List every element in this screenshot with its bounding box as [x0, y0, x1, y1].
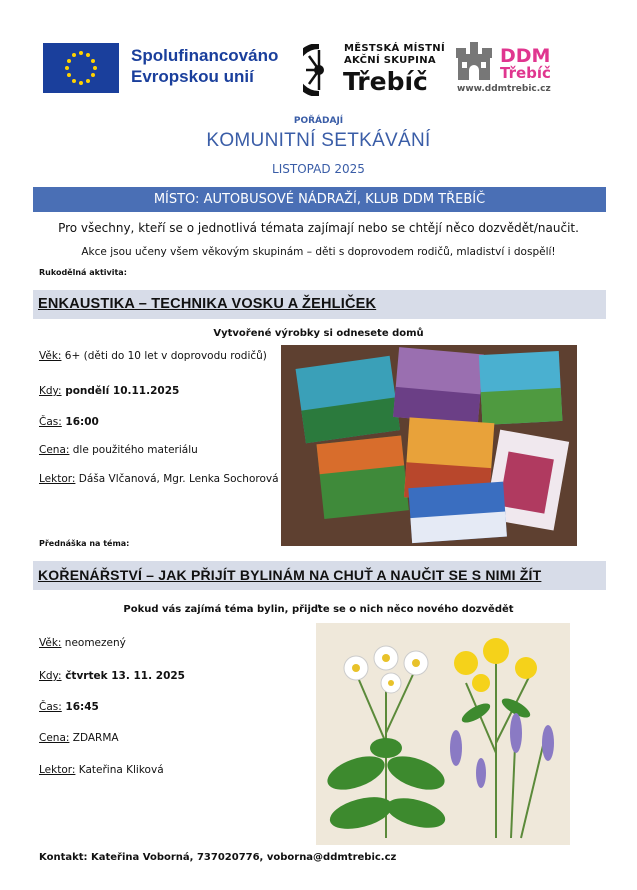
time-value: 16:00 [61, 416, 99, 428]
mas-emblem-logo [303, 44, 335, 96]
event1-price [39, 444, 198, 456]
price-value: ZDARMA [69, 732, 119, 744]
eu-line2: Evropskou unií [131, 67, 254, 86]
when-value: pondělí 10.11.2025 [61, 385, 180, 397]
lector-label: Lektor: [39, 764, 76, 776]
event2-lector [39, 764, 164, 776]
lector-label: Lektor: [39, 473, 76, 485]
herbs-illustration [316, 623, 570, 845]
when-label: Kdy: [39, 670, 62, 682]
price-value: dle použitého materiálu [69, 444, 198, 456]
price-label: Cena: [39, 732, 70, 744]
organizers-label: POŘÁDAJÍ [293, 116, 344, 126]
event2-subtitle: Pokud vás zajímá téma bylin, přijďte se o nich něco nového dozvědět [123, 604, 514, 615]
age-label: Věk: [39, 350, 62, 362]
age-value: neomezený [61, 637, 126, 649]
price-label: Cena: [39, 444, 70, 456]
event1-lector [39, 473, 279, 485]
ddm-town: Třebíč [500, 64, 551, 82]
when-value: čtvrtek 13. 11. 2025 [61, 670, 185, 682]
event1-title: ENKAUSTIKA – TECHNIKA VOSKU A ŽEHLIČEK [38, 296, 377, 312]
ddm-url: www.ddmtrebic.cz [457, 84, 551, 94]
mas-town: Třebíč [343, 67, 428, 96]
event2-age [39, 637, 126, 649]
when-label: Kdy: [39, 385, 62, 397]
event2-category: Přednáška na téma: [39, 539, 130, 548]
event1-subtitle: Vytvořené výrobky si odnesete domů [213, 328, 424, 339]
event2-price [39, 732, 119, 744]
mas-text [344, 43, 445, 67]
mas-line2: AKČNÍ SKUPINA [344, 55, 436, 66]
month-label: LISTOPAD 2025 [272, 162, 365, 176]
event1-time [39, 416, 99, 428]
eu-flag-logo [43, 43, 119, 93]
mas-line1: MĚSTSKÁ MÍSTNÍ [344, 43, 445, 54]
place-bar: MÍSTO: AUTOBUSOVÉ NÁDRAŽÍ, KLUB DDM TŘEBÍČ [33, 187, 606, 212]
age-label: Věk: [39, 637, 62, 649]
event2-time [39, 701, 99, 713]
contact-info: Kontakt: Kateřina Voborná, 737020776, voborna@ddmtrebic.cz [39, 852, 397, 863]
time-label: Čas: [39, 416, 62, 428]
intro-line-1: Pro všechny, kteří se o jednotlivá témata zajímají nebo se chtějí něco dozvědět/naučit. [58, 221, 579, 235]
lector-value: Dáša Vlčanová, Mgr. Lenka Sochorová [75, 473, 279, 485]
intro-line-2: Akce jsou učeny všem věkovým skupinám – děti s doprovodem rodičů, mladiství i dospělí! [81, 246, 556, 258]
event1-age [39, 350, 267, 362]
age-value: 6+ (děti do 10 let v doprovodu rodičů) [61, 350, 267, 362]
time-value: 16:45 [61, 701, 99, 713]
encaustic-artworks-photo [281, 345, 577, 546]
event1-category: Rukodělná aktivita: [39, 268, 127, 277]
lector-value: Kateřina Kliková [75, 764, 164, 776]
eu-cofinanced-text [131, 45, 278, 87]
event2-when [39, 670, 185, 682]
time-label: Čas: [39, 701, 62, 713]
ddm-castle-logo [454, 40, 494, 82]
ddm-name: DDM [500, 45, 551, 67]
event1-when [39, 385, 179, 397]
eu-line1: Spolufinancováno [131, 46, 279, 65]
event2-title: KOŘENÁŘSTVÍ – JAK PŘIJÍT BYLINÁM NA CHUŤ A NAUČIT SE S NIMI ŽÍT [38, 567, 542, 583]
page-title: KOMUNITNÍ SETKÁVÁNÍ [206, 130, 431, 151]
